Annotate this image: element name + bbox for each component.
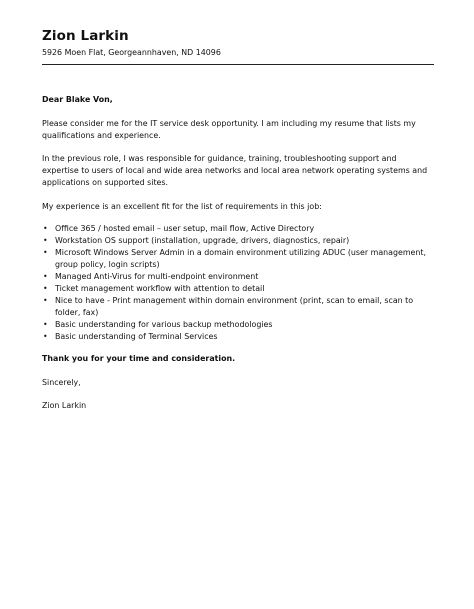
requirements-list xyxy=(42,223,434,343)
header-divider xyxy=(42,64,434,65)
bullet-icon: • xyxy=(43,320,48,329)
bullet-icon: • xyxy=(43,332,48,341)
sender-address: 5926 Moen Flat, Georgeannhaven, ND 14096 xyxy=(42,48,221,57)
bullet-icon: • xyxy=(43,296,48,305)
sender-name: Zion Larkin xyxy=(42,28,129,44)
list-item xyxy=(42,223,434,235)
list-item xyxy=(42,295,434,319)
list-item xyxy=(42,235,434,247)
list-item xyxy=(42,319,434,331)
list-item xyxy=(42,247,434,271)
paragraph-intro: Please consider me for the IT service desk opportunity. I am including my resume that lists my qualifications and experience. xyxy=(42,118,416,140)
list-item xyxy=(42,331,434,343)
salutation: Dear Blake Von, xyxy=(42,95,113,104)
list-item-text: Ticket management workflow with attention to detail xyxy=(55,284,265,293)
list-item xyxy=(42,283,434,295)
list-item-text: Basic understanding for various backup methodologies xyxy=(55,320,273,329)
paragraph-requirements-lead: My experience is an excellent fit for the list of requirements in this job: xyxy=(42,201,322,211)
list-item-text: Basic understanding of Terminal Services xyxy=(55,332,218,341)
bullet-icon: • xyxy=(43,236,48,245)
bullet-icon: • xyxy=(43,284,48,293)
bullet-icon: • xyxy=(43,248,48,257)
list-item xyxy=(42,271,434,283)
list-item-text: Office 365 / hosted email – user setup, mail flow, Active Directory xyxy=(55,224,315,233)
bullet-icon: • xyxy=(43,224,48,233)
list-item-text: Microsoft Windows Server Admin in a domain environment utilizing ADUC (user management, group policy, login scripts) xyxy=(55,248,427,269)
letter-body xyxy=(42,94,434,424)
bullet-icon: • xyxy=(43,272,48,281)
paragraph-previous-role: In the previous role, I was responsible for guidance, training, troubleshooting support and expertise to users of local and wide area networks and local area network operating systems and applications on supported sites. xyxy=(42,154,428,187)
thank-you-line: Thank you for your time and consideration. xyxy=(42,354,236,363)
list-item-text: Workstation OS support (installation, upgrade, drivers, diagnostics, repair) xyxy=(55,236,350,245)
list-item-text: Managed Anti-Virus for multi-endpoint environment xyxy=(55,272,259,281)
signoff: Sincerely, xyxy=(42,377,81,387)
list-item-text: Nice to have - Print management within domain environment (print, scan to email, scan to folder, fax) xyxy=(55,296,414,317)
signature-name: Zion Larkin xyxy=(42,401,87,410)
